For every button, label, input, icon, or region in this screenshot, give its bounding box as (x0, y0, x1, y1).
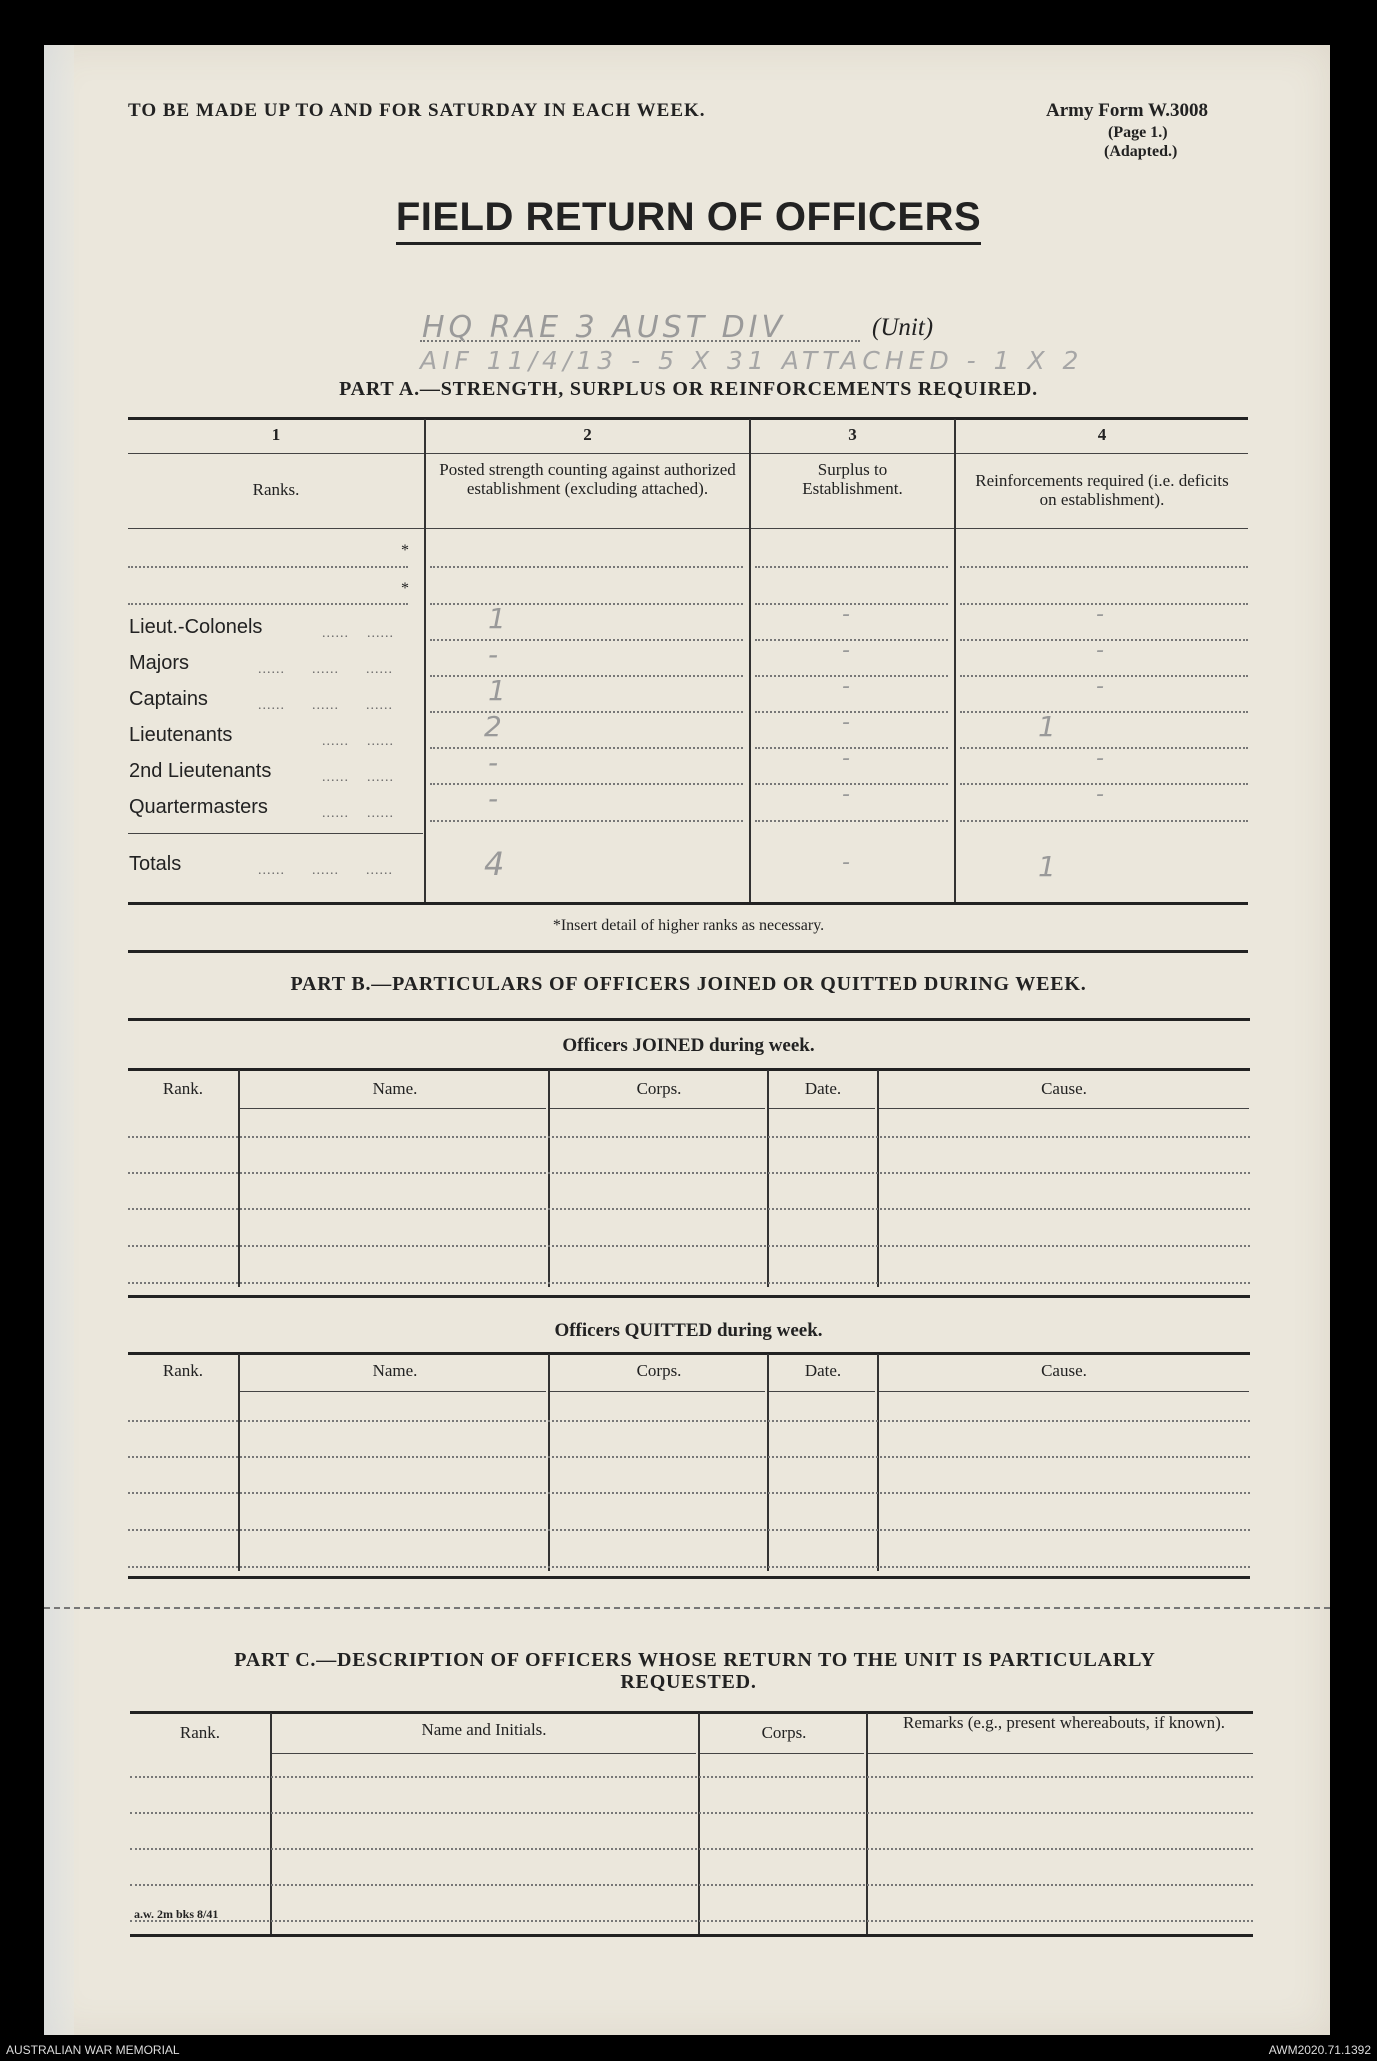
rank-lieutenants: Lieutenants (129, 724, 233, 746)
posted-lieut-colonels: 1 (488, 602, 506, 635)
reinf-totals: 1 (1038, 850, 1056, 883)
quitted-col-corps: Corps. (636, 1361, 682, 1380)
quitted-divider-2 (548, 1354, 550, 1571)
joined-col-rank: Rank. (162, 1079, 204, 1098)
col-number-2: 2 (583, 425, 592, 444)
quitted-col-date: Date. (804, 1361, 842, 1380)
part-c-bottom-rule (130, 1934, 1253, 1937)
reinf-2nd-lieutenants: - (1096, 746, 1104, 771)
joined-col-date: Date. (804, 1079, 842, 1098)
rank-quartermasters: Quartermasters (129, 796, 268, 818)
joined-title: Officers JOINED during week. (562, 1035, 815, 1056)
c-divider-1 (270, 1713, 272, 1936)
rank-majors: Majors (129, 652, 190, 674)
part-a-divider-1 (424, 419, 426, 902)
col-header-ranks: Ranks. (252, 480, 300, 499)
c-divider-3 (866, 1713, 868, 1936)
quitted-col-name: Name. (372, 1361, 418, 1380)
quitted-divider-1 (238, 1354, 240, 1571)
rank-totals: Totals (129, 853, 182, 875)
part-b-heading: PART B.—PARTICULARS OF OFFICERS JOINED OR QUITTED DURING WEEK. (290, 973, 1087, 995)
weekly-instruction: TO BE MADE UP TO AND FOR SATURDAY IN EACH WEEK. (128, 100, 706, 121)
joined-col-cause: Cause. (1041, 1079, 1087, 1098)
part-c-heading-line2: REQUESTED. (620, 1671, 757, 1693)
c-col-name-initials: Name and Initials. (421, 1720, 547, 1739)
rank-2nd-lieutenants: 2nd Lieutenants (129, 760, 272, 782)
joined-divider-3 (767, 1070, 769, 1287)
quitted-col-cause: Cause. (1041, 1361, 1087, 1380)
posted-lieutenants: 2 (484, 710, 502, 743)
star-row-2-line (128, 603, 408, 605)
star-row-2-marker: * (401, 580, 409, 597)
joined-top-rule (128, 1068, 1250, 1071)
joined-divider-4 (877, 1070, 879, 1287)
joined-col-corps: Corps. (636, 1079, 682, 1098)
adapted-note: (Adapted.) (1104, 143, 1178, 160)
star-row-1-line (128, 566, 408, 568)
surplus-totals: - (842, 850, 850, 875)
surplus-lieut-colonels: - (842, 602, 850, 627)
quitted-title: Officers QUITTED during week. (554, 1320, 823, 1341)
quitted-top-rule (128, 1352, 1250, 1355)
joined-divider-1 (238, 1070, 240, 1287)
posted-majors: - (488, 638, 499, 671)
c-col-rank: Rank. (179, 1723, 221, 1742)
posted-captains: 1 (488, 674, 506, 707)
reinf-captains: - (1096, 674, 1104, 699)
part-a-totals-rule (128, 833, 423, 834)
unit-handwritten: HQ RAE 3 AUST DIV (422, 310, 787, 345)
rank-captains: Captains (129, 688, 208, 710)
col-header-posted-strength: Posted strength counting against authorized establishment (excluding attached). (439, 460, 736, 498)
part-c-heading-line1: PART C.—DESCRIPTION OF OFFICERS WHOSE RETURN TO THE UNIT IS PARTICULARLY (234, 1649, 1156, 1671)
part-b-top-rule (128, 1018, 1250, 1021)
posted-2nd-lieutenants: - (488, 746, 499, 779)
reinf-lieut-colonels: - (1096, 602, 1104, 627)
part-a-header-rule (128, 528, 1248, 529)
quitted-divider-3 (767, 1354, 769, 1571)
c-divider-2 (698, 1713, 700, 1936)
part-a-bottom-rule (128, 902, 1248, 905)
posted-totals: 4 (484, 845, 505, 883)
joined-divider-2 (548, 1070, 550, 1287)
print-code: a.w. 2m bks 8/41 (134, 1907, 219, 1921)
part-a-number-rule (128, 453, 1248, 454)
reinf-majors: - (1096, 638, 1104, 663)
quitted-col-rank: Rank. (162, 1361, 204, 1380)
joined-bottom-rule (128, 1295, 1250, 1298)
reinf-quartermasters: - (1096, 782, 1104, 807)
footer-accession: AWM2020.71.1392 (1268, 2043, 1371, 2057)
rank-lieut-colonels: Lieut.-Colonels (129, 616, 263, 638)
posted-quartermasters: - (488, 782, 499, 815)
form-number: Army Form W.3008 (1046, 100, 1209, 121)
surplus-majors: - (842, 638, 850, 663)
col-number-4: 4 (1097, 425, 1107, 444)
part-a-top-rule (128, 417, 1248, 420)
quitted-bottom-rule (128, 1576, 1250, 1579)
reinf-lieutenants: 1 (1038, 710, 1056, 743)
footer-institution: AUSTRALIAN WAR MEMORIAL (6, 2043, 180, 2057)
joined-col-name: Name. (372, 1079, 418, 1098)
col-header-surplus: Surplus to Establishment. (802, 460, 903, 498)
col-number-1: 1 (271, 425, 281, 444)
surplus-lieutenants: - (842, 710, 850, 735)
unit-label: (Unit) (872, 314, 934, 341)
surplus-quartermasters: - (842, 782, 850, 807)
col-header-reinforcements: Reinforcements required (i.e. deficits on establishment). (975, 471, 1229, 509)
surplus-captains: - (842, 674, 850, 699)
star-row-1-marker: * (401, 542, 409, 559)
part-a-end-rule (128, 950, 1248, 953)
c-col-remarks: Remarks (e.g., present whereabouts, if known). (903, 1713, 1225, 1732)
part-a-divider-2 (749, 419, 751, 902)
part-a-divider-3 (954, 419, 956, 902)
part-a-footnote: *Insert detail of higher ranks as necessary. (552, 917, 825, 934)
c-col-corps: Corps. (761, 1723, 807, 1742)
part-a-heading: PART A.—STRENGTH, SURPLUS OR REINFORCEMENTS REQUIRED. (339, 378, 1038, 400)
quitted-divider-4 (877, 1354, 879, 1571)
form-title: FIELD RETURN OF OFFICERS (0, 195, 1377, 240)
perforation-line (44, 1607, 1330, 1609)
attached-handwritten-note: AIF 11/4/13 - 5 X 31 ATTACHED - 1 X 2 (420, 346, 1084, 375)
page-number: (Page 1.) (1108, 124, 1168, 141)
surplus-2nd-lieutenants: - (842, 746, 850, 771)
col-number-3: 3 (848, 425, 857, 444)
